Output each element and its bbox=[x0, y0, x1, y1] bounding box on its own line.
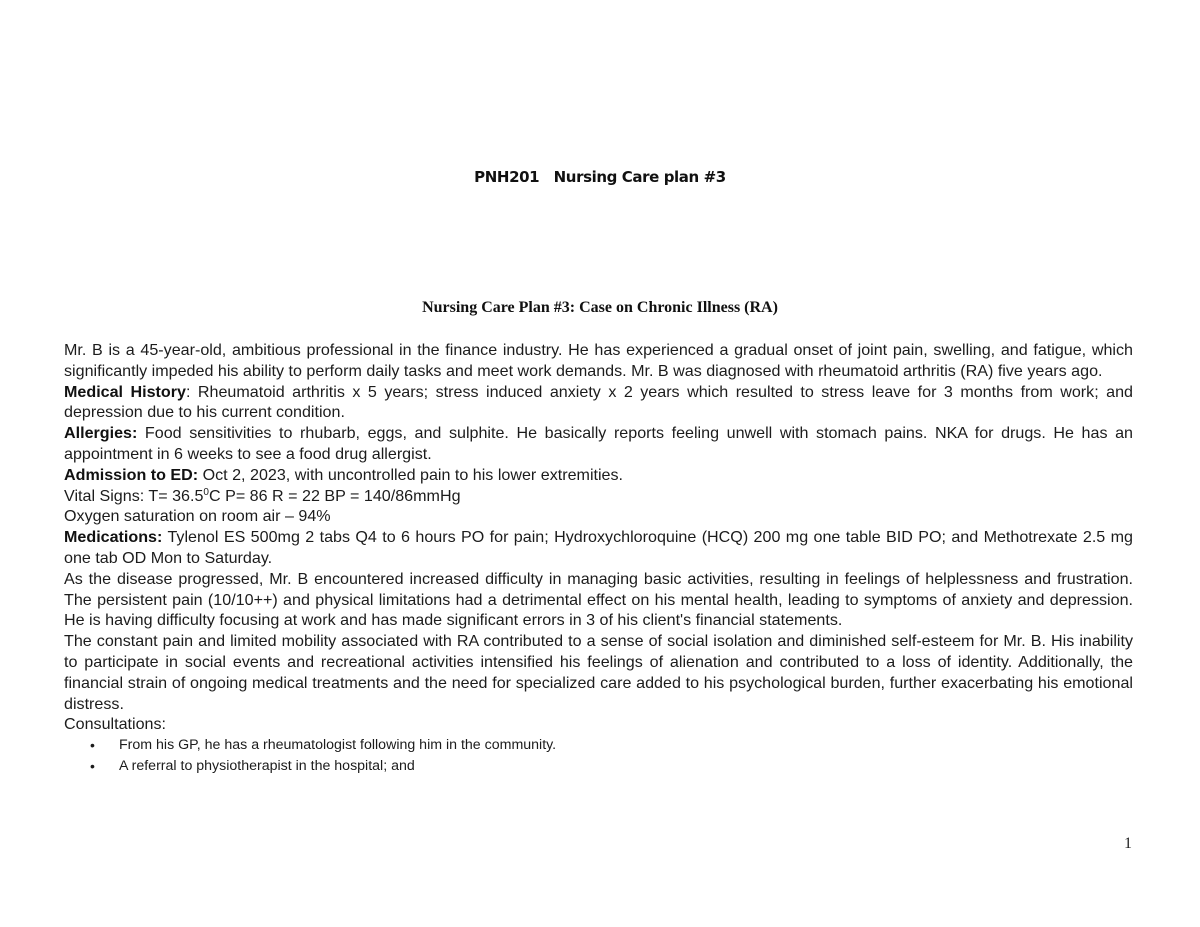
allergies-label: Allergies: bbox=[64, 424, 138, 443]
social-impact-paragraph: The constant pain and limited mobility associated with RA contributed to a sense of social isolation and diminished self-esteem for Mr. B. His inability to participate in social events and recreational activities intensified his feelings of alienation and contributed to a loss of identity. Additionally, the financial strain of ongoing medical treatments and the need for specialized care added to his psychological burden, further exacerbating his emotional distress. bbox=[64, 632, 1133, 713]
allergies-text: Food sensitivities to rhubarb, eggs, and sulphite. He basically reports feeling unwell with stomach pains. NKA for drugs. He has an appointment in 6 weeks to see a food drug allergist. bbox=[64, 424, 1133, 463]
admission-paragraph bbox=[64, 465, 1133, 486]
degree-superscript: 0 bbox=[203, 486, 209, 498]
consultation-item-text: A referral to physiotherapist in the hospital; and bbox=[119, 757, 415, 774]
medications-label: Medications: bbox=[64, 528, 163, 547]
admission-text: Oct 2, 2023, with uncontrolled pain to his lower extremities. bbox=[198, 465, 624, 484]
bullet-icon: • bbox=[90, 757, 95, 774]
vital-signs-line bbox=[64, 486, 1133, 507]
oxygen-saturation-line: Oxygen saturation on room air – 94% bbox=[64, 507, 331, 526]
list-item bbox=[64, 735, 1133, 756]
consultations-label: Consultations: bbox=[64, 715, 166, 734]
consultations-list bbox=[64, 735, 1133, 777]
medical-history-paragraph bbox=[64, 382, 1133, 424]
intro-paragraph: Mr. B is a 45-year-old, ambitious professional in the finance industry. He has experienced a gradual onset of joint pain, swelling, and fatigue, which significantly impeded his ability to perform daily tasks and meet work demands. Mr. B was diagnosed with rheumatoid arthritis (RA) five years ago. bbox=[64, 341, 1133, 380]
admission-label: Admission to ED: bbox=[64, 465, 199, 484]
consultation-item-text: From his GP, he has a rheumatologist following him in the community. bbox=[119, 737, 557, 754]
document-title: Nursing Care Plan #3: Case on Chronic Illness (RA) bbox=[422, 299, 778, 316]
medications-text: Tylenol ES 500mg 2 tabs Q4 to 6 hours PO for pain; Hydroxychloroquine (HCQ) 200 mg one table BID PO; and Methotrexate 2.5 mg one tab OD Mon to Saturday. bbox=[64, 528, 1133, 567]
list-item bbox=[64, 756, 1133, 777]
page-number: 1 bbox=[1124, 835, 1132, 852]
bullet-icon: • bbox=[90, 737, 95, 754]
document-body bbox=[64, 340, 1133, 777]
medical-history-text: : Rheumatoid arthritis x 5 years; stress induced anxiety x 2 years which resulted to stress leave for 3 months from work; and depression due to his current condition. bbox=[64, 382, 1134, 422]
vital-signs-prefix: Vital Signs: T= 36.5 bbox=[64, 486, 204, 505]
medical-history-label: Medical History bbox=[64, 382, 186, 401]
allergies-paragraph bbox=[64, 423, 1133, 465]
vital-signs-suffix: C P= 86 R = 22 BP = 140/86mmHg bbox=[208, 486, 461, 505]
page-header-title: PNH201 Nursing Care plan #3 bbox=[474, 168, 726, 186]
progression-paragraph: As the disease progressed, Mr. B encountered increased difficulty in managing basic activities, resulting in feelings of helplessness and frustration. The persistent pain (10/10++) and physical limitations had a detrimental effect on his mental health, leading to symptoms of anxiety and depression. He is having difficulty focusing at work and has made significant errors in 3 of his client's financial statements. bbox=[64, 569, 1133, 630]
medications-paragraph bbox=[64, 527, 1133, 569]
